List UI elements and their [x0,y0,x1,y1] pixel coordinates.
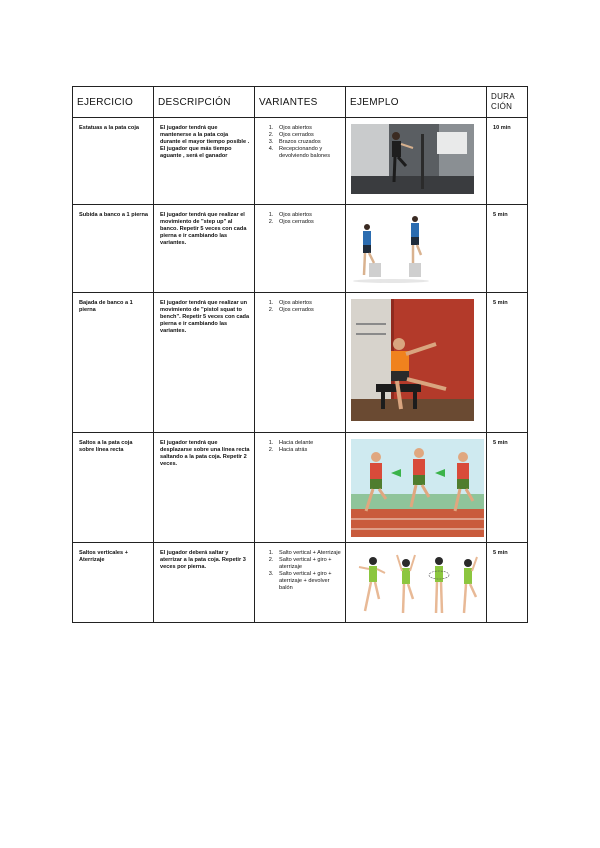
table-row [73,433,528,543]
header-variantes: VARIANTES [255,87,346,118]
exercise-table [72,86,528,623]
exercise-duration: 10 min [493,125,511,131]
table-row [73,118,528,205]
variant-item: 2. Hacia atrás [275,447,343,454]
variant-item: 2. Ojos cerrados [275,219,343,226]
pistol-squat-photo [351,299,474,421]
hopping-illustration [351,439,484,537]
variants-list [255,205,345,226]
variants-list [255,293,345,314]
variant-item: 4. Recepcionando y devolviendo balones [275,146,343,160]
exercise-name: Estatuas a la pata coja [79,125,140,131]
variant-item: 2. Ojos cerrados [275,132,343,139]
exercise-description: El jugador tendrá que desplazarse sobre una línea recta saltando a la pata coja. Repetir 2 veces. [160,440,250,467]
variant-item: 3. Brazos cruzados [275,139,343,146]
exercise-description: El jugador tendrá que realizar un movimiento de "pistol squat to bench". Repetir 5 veces con cada pierna e ir cambiando las variantes. [160,300,250,334]
exercise-name: Saltos a la pata coja sobre línea recta [79,440,133,453]
header-ejercicio: EJERCICIO [73,87,154,118]
variant-item: 1. Hacia delante [275,440,343,447]
variants-list [255,433,345,454]
balance-gym-photo [351,124,474,194]
table-row [73,205,528,293]
exercise-name: Saltos verticales + Aterrizaje [79,550,128,563]
variant-item: 3. Salto vertical + giro + aterrizaje + devolver balón [275,571,343,592]
variants-list [255,543,345,592]
exercise-duration: 5 min [493,212,508,218]
step-up-photo [351,211,431,283]
vertical-jump-illustration [351,549,481,621]
table-row [73,293,528,433]
header-row [73,87,528,118]
exercise-description: El jugador tendrá que mantenerse a la pata coja durante el mayor tiempo posible . El jugador que más tiempo aguante , será el ganador [160,125,250,159]
exercise-duration: 5 min [493,300,508,306]
exercise-duration: 5 min [493,440,508,446]
variant-item: 1. Salto vertical + Aterrizaje [275,550,343,557]
variant-item: 1. Ojos abiertos [275,125,343,132]
variant-item: 1. Ojos abiertos [275,212,343,219]
exercise-description: El jugador tendrá que realizar el movimiento de "step up" al banco. Repetir 5 veces con cada pierna e ir cambiando las variantes. [160,212,247,246]
header-ejemplo: EJEMPLO [346,87,487,118]
variant-item: 2. Ojos cerrados [275,307,343,314]
exercise-description: El jugador deberá saltar y aterrizar a la pata coja. Repetir 3 veces por pierna. [160,550,246,570]
variant-item: 2. Salto vertical + giro + aterrizaje [275,557,343,571]
exercise-name: Bajada de banco a 1 pierna [79,300,133,313]
exercise-name: Subida a banco a 1 pierna [79,212,149,218]
variant-item: 1. Ojos abiertos [275,300,343,307]
table-row [73,543,528,623]
exercise-duration: 5 min [493,550,508,556]
variants-list [255,118,345,160]
header-descripcion: DESCRIPCIÓN [154,87,255,118]
header-duracion: DURA CIÓN [487,87,528,118]
